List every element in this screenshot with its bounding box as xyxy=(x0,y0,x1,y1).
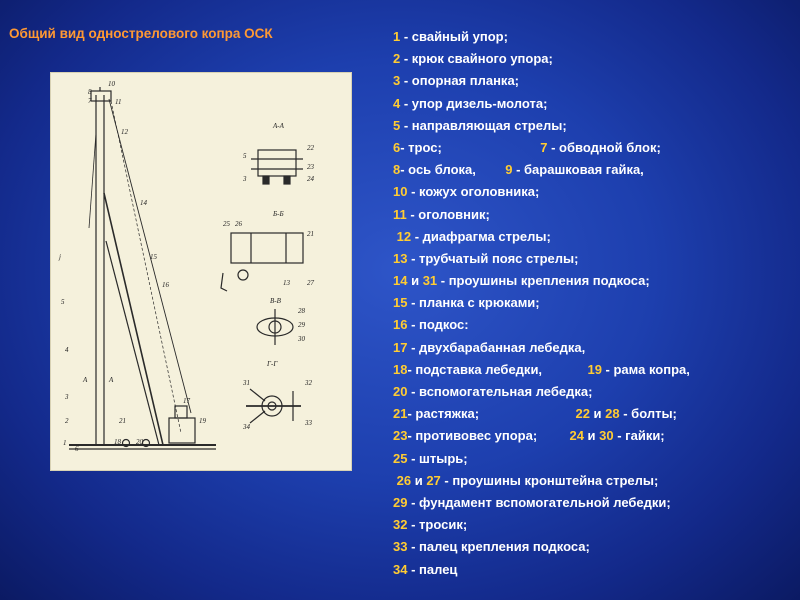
technical-drawing xyxy=(50,72,352,471)
legend-number: 7 xyxy=(540,139,548,155)
label-14: 14 xyxy=(140,199,147,207)
detail-label-26: 26 xyxy=(235,220,242,228)
legend-text: - двухбарабанная лебедка, xyxy=(407,339,586,355)
legend-number: 28 xyxy=(605,406,620,422)
legend-number: 30 xyxy=(599,428,614,444)
legend-text: - крюк свайного упора; xyxy=(400,51,553,67)
legend-item xyxy=(393,492,793,514)
detail-label-21: 21 xyxy=(307,230,314,238)
legend-text: и xyxy=(411,472,427,488)
legend-text: - трос; xyxy=(400,139,442,155)
legend-text: - диафрагма стрелы; xyxy=(411,228,551,244)
legend-number: 11 xyxy=(393,206,407,222)
legend-number: 14 xyxy=(393,273,408,289)
label-15: 15 xyxy=(150,253,157,261)
legend-item xyxy=(393,270,793,292)
detail-label-22: 22 xyxy=(307,144,314,152)
slide-title: Общий вид однострелового копра ОСК xyxy=(9,26,273,41)
legend-text: и xyxy=(583,428,600,444)
label-20: 20 xyxy=(136,438,143,446)
legend-number: 31 xyxy=(422,273,438,289)
legend-item xyxy=(393,226,793,248)
legend-text: - палец крепления подкоса; xyxy=(407,539,590,555)
legend-text: и xyxy=(589,406,606,422)
legend-item xyxy=(393,93,793,115)
legend-number: 19 xyxy=(587,361,602,377)
label-18: 18 xyxy=(114,438,121,446)
label-8: 8 xyxy=(88,88,92,96)
legend-text: - подкос: xyxy=(407,317,469,333)
legend-item xyxy=(393,337,793,359)
legend-number: 29 xyxy=(393,494,408,510)
legend-item xyxy=(393,137,793,159)
legend-item xyxy=(393,448,793,470)
legend-item xyxy=(393,381,793,403)
label-section-vv: В-В xyxy=(270,297,281,305)
label-2: 2 xyxy=(65,417,69,425)
label-1: 1 xyxy=(63,439,67,447)
legend-number: 34 xyxy=(393,561,408,577)
legend-number: 32 xyxy=(393,517,408,533)
legend-number: 5 xyxy=(393,117,401,133)
legend-text: - палец xyxy=(407,561,458,577)
legend-text: - рама копра, xyxy=(601,361,690,377)
legend-number: 26 xyxy=(396,472,412,488)
legend-number: 20 xyxy=(393,384,408,399)
mast-head xyxy=(91,91,111,101)
legend-item xyxy=(393,559,793,581)
label-4: 4 xyxy=(65,346,69,354)
label-19: 19 xyxy=(199,417,206,425)
legend-text: - ось блока, xyxy=(400,162,476,178)
drawing-svg xyxy=(51,73,351,470)
legend-text: - направляющая стрелы; xyxy=(400,117,567,133)
legend-number: 10 xyxy=(393,184,408,200)
label-a2: А xyxy=(109,376,114,384)
label-12: 12 xyxy=(121,128,128,136)
legend-text: - подставка лебедки, xyxy=(407,361,543,377)
legend-number: 4 xyxy=(393,95,401,111)
legend-item xyxy=(393,359,793,381)
legend-text: - растяжка; xyxy=(407,406,480,422)
legend-text: - планка с крюками; xyxy=(407,295,540,311)
detail-label-28: 28 xyxy=(298,307,305,315)
detail-label-5: 5 xyxy=(243,152,247,160)
legend-text: и xyxy=(407,273,423,289)
legend-item xyxy=(393,470,793,492)
legend-item xyxy=(393,48,793,70)
legend-number: 23 xyxy=(393,428,408,444)
detail-label-32: 32 xyxy=(305,379,312,387)
legend-item xyxy=(393,26,793,48)
legend-text: - кожух оголовника; xyxy=(407,184,540,200)
legend-text: - фундамент вспомогательной лебедки; xyxy=(407,494,671,510)
legend-item xyxy=(393,314,793,336)
detail-label-23: 23 xyxy=(307,163,314,171)
legend-text: - трубчатый пояс стрелы; xyxy=(407,250,579,266)
legend-item xyxy=(393,536,793,558)
label-5: 5 xyxy=(61,298,65,306)
legend-number: 24 xyxy=(569,428,584,444)
detail-label-13: 13 xyxy=(283,279,290,287)
legend-item xyxy=(393,181,793,203)
legend-text: - оголовник; xyxy=(406,206,490,222)
legend-item xyxy=(393,115,793,137)
detail-label-24: 24 xyxy=(307,175,314,183)
legend-text: - тросик; xyxy=(407,517,468,533)
legend-text: - штырь; xyxy=(407,450,468,466)
legend-text: - обводной блок; xyxy=(547,139,661,155)
legend-text: - гайки; xyxy=(613,428,665,444)
legend-number: 15 xyxy=(393,295,408,311)
detail-label-25: 25 xyxy=(223,220,230,228)
legend-item xyxy=(393,514,793,536)
legend-item xyxy=(393,204,793,226)
label-6: 6 xyxy=(75,445,79,453)
legend-number: 3 xyxy=(393,73,401,89)
legend-number: 21 xyxy=(393,406,408,422)
detail-label-31: 31 xyxy=(243,379,250,387)
legend-number: 22 xyxy=(575,406,590,422)
legend-item xyxy=(393,248,793,270)
legend-number: 17 xyxy=(393,339,408,355)
brace-line xyxy=(106,241,159,445)
section-bb xyxy=(231,233,303,263)
label-a1: А xyxy=(83,376,88,384)
legend-item xyxy=(393,403,793,425)
label-10: 10 xyxy=(108,80,115,88)
legend-number: 8 xyxy=(393,162,401,178)
legend-number: 33 xyxy=(393,539,408,555)
parts-legend xyxy=(393,26,793,581)
strut-line xyxy=(104,193,163,445)
legend-number: 13 xyxy=(393,250,408,266)
legend-text: - болты; xyxy=(619,406,677,422)
legend-text: - опорная планка; xyxy=(400,73,519,89)
label-21: 21 xyxy=(119,417,126,425)
legend-number: 9 xyxy=(505,162,513,178)
legend-number: 18 xyxy=(393,361,408,377)
detail-label-3: 3 xyxy=(243,175,247,183)
legend-number: 16 xyxy=(393,317,408,333)
section-aa xyxy=(258,150,296,176)
legend-text: - барашковая гайка, xyxy=(512,162,644,178)
legend-number: 27 xyxy=(426,472,441,488)
legend-text: - проушины крепления подкоса; xyxy=(437,273,650,289)
detail-label-30: 30 xyxy=(298,335,305,343)
legend-item xyxy=(393,425,793,447)
winch-body xyxy=(169,418,195,443)
label-section-bb: Б-Б xyxy=(273,210,284,218)
label-16: 16 xyxy=(162,281,169,289)
legend-number: 25 xyxy=(393,450,408,466)
legend-item xyxy=(393,292,793,314)
legend-item xyxy=(393,70,793,92)
detail-label-29: 29 xyxy=(298,321,305,329)
legend-text: - противовес упора; xyxy=(407,428,538,444)
legend-number: 12 xyxy=(396,228,412,244)
detail-label-27: 27 xyxy=(307,279,314,287)
detail-label-33: 33 xyxy=(305,419,312,427)
label-7: 7 xyxy=(88,97,92,105)
legend-number: 1 xyxy=(393,29,401,44)
label-17: 17 xyxy=(183,397,190,405)
label-section-gg: Г-Г xyxy=(267,360,278,368)
legend-number: 6 xyxy=(393,139,401,155)
legend-text: - проушины кронштейна стрелы; xyxy=(440,472,659,488)
legend-text: - вспомогательная лебедка; xyxy=(407,384,593,399)
label-section-aa: А-А xyxy=(273,122,284,130)
legend-text: - свайный упор; xyxy=(400,29,508,44)
legend-number: 2 xyxy=(393,51,401,67)
legend-item xyxy=(393,159,793,181)
label-j: j xyxy=(59,253,61,261)
detail-label-34: 34 xyxy=(243,423,250,431)
legend-text: - упор дизель-молота; xyxy=(400,95,548,111)
label-3: 3 xyxy=(65,393,69,401)
label-11: 11 xyxy=(115,98,122,106)
